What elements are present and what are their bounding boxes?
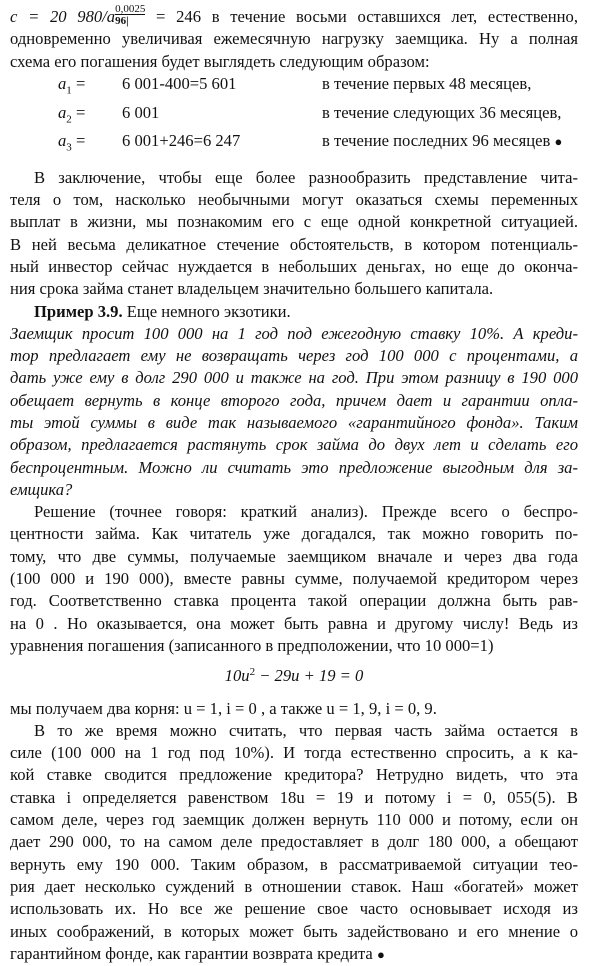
- intro-line-3: схема его погашения будет выглядеть следующим образом:: [10, 51, 430, 71]
- intro-line-2: одновременно увеличивая ежемесячную нагрузку заемщика. Ну а полная: [10, 29, 578, 49]
- schedule-value: 6 001+246=6 247: [122, 131, 241, 151]
- schedule-period: в течение следующих 36 месяцев,: [322, 102, 562, 122]
- intro-line-1-rest: в течение восьми оставшихся лет, естественно,: [211, 7, 579, 26]
- equation-term-b: − 29u + 19 = 0: [255, 666, 364, 686]
- formula-sup: 0,0025: [115, 3, 146, 15]
- end-of-solution-bullet: ●: [376, 946, 385, 962]
- schedule-value: 6 001-400=5 601: [122, 73, 237, 93]
- final-line: самом деле, через год заемщик должен вернуть 110 000 и потому, если он: [10, 810, 578, 830]
- solution-line: уравнения погашения (записанного в предположении, что 10 000=1): [10, 635, 494, 655]
- final-line: использовать их. Но все же решение свое часто основывает исходя из: [10, 899, 578, 919]
- final-line: кой ставке сводится предложение кредитора? Нетрудно видеть, что эта: [10, 765, 578, 785]
- example-line: емщика?: [10, 479, 73, 499]
- end-of-example-bullet: ●: [554, 134, 563, 150]
- solution-line: год. Соответственно ставка процента такой операции должна быть рав-: [10, 591, 578, 611]
- example-line: обещает вернуть в конце второго года, причем дает и гарантии опла-: [10, 390, 578, 410]
- schedule-symbol: $a_3$ =: [58, 131, 86, 154]
- schedule-symbol: $a_2$ =: [58, 102, 86, 125]
- conclusion-line: В заключение, чтобы еще более разнообразить представление чита-: [34, 167, 578, 187]
- formula-lhs: c = 20 980/a: [10, 7, 116, 26]
- conclusion-line: ный инвестор сейчас нуждается в небольших деньгах, но еще до оконча-: [10, 256, 578, 276]
- example-line: образом, предлагается растянуть срок займа до двух лет и сделать его: [10, 435, 578, 455]
- conclusion-line: теля о том, насколько необычными могут оказаться схемы переменных: [10, 190, 578, 210]
- final-line: В то же время можно считать, что первая часть займа остается в: [34, 720, 578, 740]
- quadratic-equation: [10, 665, 578, 687]
- example-line: ты этой суммы в виде так называемого «гарантийного фонда». Таким: [10, 412, 578, 432]
- formula-sub: 96|: [115, 14, 145, 26]
- solution-paragraph: [10, 501, 578, 657]
- schedule-period: в течение первых 48 месяцев,: [322, 73, 532, 93]
- formula-inline: [10, 3, 202, 27]
- example-block: [10, 301, 578, 502]
- final-line: дает 290 000, то на самом деле предоставляет в долг 180 000, а обещают: [10, 832, 578, 852]
- final-line: вернуть ему 190 000. Таким образом, в рассматриваемой ситуации тео-: [10, 854, 578, 874]
- example-title: Пример 3.9.: [34, 301, 123, 321]
- schedule-period: в течение последних 96 месяцев ●: [322, 131, 563, 151]
- conclusion-line: В ней весьма деликатное стечение обстоятельств, в котором потенциаль-: [10, 234, 578, 254]
- solution-line: тому, что две суммы, получаемые заемщиком вначале и через два года: [10, 546, 578, 566]
- intro-line-1: [10, 4, 578, 28]
- example-line: дать уже ему в долг 290 000 и также на год. При этом разницу в 190 000: [10, 368, 578, 388]
- payment-schedule: [58, 73, 578, 159]
- final-line: силе (100 000 на 1 год под 10%). И тогда естественно спросить, а к ка-: [10, 743, 578, 763]
- schedule-symbol: $a_1$ =: [58, 73, 86, 97]
- intro-block: [10, 4, 578, 73]
- example-line: тор предлагает ему не возвращать через год 100 000 с процентами, а: [10, 346, 578, 366]
- example-line: беспроцентным. Можно ли считать это предложение выгодным для за-: [10, 457, 578, 477]
- final-paragraph: [10, 720, 578, 966]
- conclusion-line: выплат в жизни, мы познакомим его с еще одной конкретной ситуацией.: [10, 212, 578, 232]
- final-line: рия дает несколько суждений в отношении ставок. Наш «богатей» может: [10, 876, 578, 896]
- formula-fraction: [115, 4, 145, 26]
- final-line: иных соображений, в которых может быть задействовано и его мнение о: [10, 921, 578, 941]
- equation-term-a: 10u: [224, 666, 250, 686]
- roots-line: мы получаем два корня: u = 1, i = 0 , а также u = 1, 9, i = 0, 9.: [10, 698, 437, 718]
- final-line: гарантийном фонде, как гарантии возврата кредита ●: [10, 943, 385, 963]
- example-heading: [10, 301, 578, 323]
- final-line: ставка i определяется равенством 18u = 19 и потому i = 0, 055(5). В: [10, 787, 578, 807]
- solution-line: Решение (точнее говоря: краткий анализ). Прежде всего о беспро-: [34, 502, 578, 522]
- conclusion-line: ния срока займа станет владельцем значительно большего капитала.: [10, 279, 494, 299]
- solution-line: (100 000 и 190 000), вместе равны сумме, получаемой кредитором через: [10, 569, 578, 589]
- solution-line: на 0 . Но оказывается, она может быть равна и другому числу! Ведь из: [10, 613, 578, 633]
- conclusion-paragraph: [10, 167, 578, 301]
- example-subtitle: Еще немного экзотики.: [126, 301, 291, 321]
- formula-rhs: = 246: [145, 7, 202, 26]
- example-line: Заемщик просит 100 000 на 1 год под ежегодную ставку 10%. А креди-: [10, 323, 578, 343]
- schedule-value: 6 001: [122, 102, 160, 122]
- equation-exponent: 2: [249, 666, 256, 679]
- solution-line: центности займа. Как читатель уже догадался, так можно говорить по-: [10, 524, 578, 544]
